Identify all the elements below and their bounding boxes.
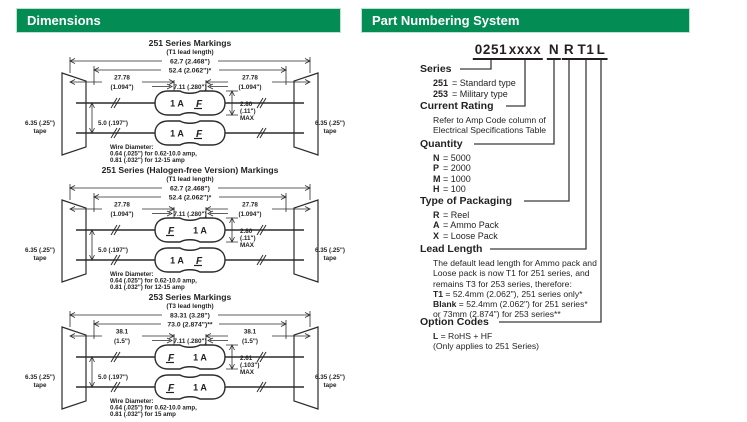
quantity-item — [433, 184, 471, 194]
series-desc: = Military type — [452, 89, 508, 100]
diagram-253-series — [10, 291, 360, 421]
packaging-desc: = Ammo Pack — [443, 220, 499, 231]
svg-text:F: F — [168, 383, 175, 394]
lead-left-mm: 27.78 — [114, 74, 130, 82]
quantity-code: H — [433, 184, 440, 195]
svg-text:F: F — [196, 99, 203, 110]
packaging-code: A — [433, 220, 440, 231]
overall-length-label: 62.7 (2.468") — [170, 58, 210, 66]
packaging-item — [433, 220, 512, 230]
body-dia-mm: 2.61 — [240, 355, 253, 362]
lead-length-block — [420, 244, 597, 320]
dimension-body-dia — [226, 345, 259, 376]
quantity-item — [433, 174, 471, 184]
amp-marking: 1 A — [193, 225, 207, 236]
amp-marking: 1 A — [193, 382, 207, 393]
marking-width-label: 7.11 (.280") — [173, 338, 207, 345]
tape-dim-left — [25, 247, 55, 262]
littelfuse-logo — [194, 256, 203, 267]
diagram-subtitle: (T1 lead length) — [166, 49, 214, 56]
option-codes-note: (Only applies to 251 Series) — [433, 341, 540, 352]
packaging-code: X — [433, 230, 440, 241]
littelfuse-logo — [166, 383, 175, 394]
amp-marking: 1 A — [170, 98, 184, 109]
pitch-label: 5.0 (.197") — [98, 120, 128, 127]
wire-note-title: Wire Diameter: — [110, 271, 154, 278]
diagram-251-series — [10, 37, 360, 167]
wire-note-line2: 0.81 (.032") for 12-15 amp — [110, 157, 185, 164]
quantity-label: Quantity — [420, 138, 463, 150]
series-item — [433, 78, 516, 89]
wire-note-line2: 0.81 (.032") for 15 amp — [110, 411, 176, 418]
series-block — [420, 64, 516, 101]
svg-text:F: F — [196, 129, 203, 140]
wire-note-title: Wire Diameter: — [110, 144, 154, 151]
dimension-pitch — [90, 230, 128, 260]
quantity-code: M — [433, 173, 441, 184]
wire-diameter-note — [110, 271, 197, 291]
lead-right-in: (1.094") — [238, 211, 262, 218]
tape-dim-label: 6.35 (.25") — [25, 247, 55, 254]
fuse-body — [155, 375, 225, 399]
option-codes-label: Option Codes — [420, 316, 489, 328]
quantity-code: N — [433, 153, 440, 163]
fuse-body — [155, 91, 225, 115]
tape-word-label: tape — [33, 382, 47, 389]
lead-length-blank-code: Blank — [433, 299, 457, 310]
option-codes-block — [420, 317, 539, 352]
marking-width-label: 7.11 (.280") — [173, 84, 207, 91]
dimension-body-dia — [226, 218, 256, 249]
part-segment-option-code: L — [595, 42, 608, 60]
quantity-desc: = 1000 — [443, 173, 471, 184]
lead-length-label: Lead Length — [420, 243, 483, 255]
overall-length-label: 62.7 (2.468") — [170, 185, 210, 193]
tape-word-label: tape — [323, 382, 337, 389]
tape-word-label: tape — [33, 255, 47, 262]
current-rating-note: Refer to Amp Code column of — [433, 115, 546, 125]
part-numbering-header — [362, 9, 689, 32]
lead-left-in: (1.094") — [110, 84, 134, 91]
current-rating-label: Current Rating — [420, 100, 494, 112]
amp-marking: 1 A — [170, 128, 184, 139]
littelfuse-logo — [166, 353, 175, 364]
lead-right-in: (1.094") — [238, 84, 262, 91]
lead-length-note: remains T3 for 253 series, therefore: — [433, 278, 572, 289]
tape-left — [62, 73, 86, 155]
tape-word-label: tape — [33, 128, 47, 135]
lead-left-mm: 38.1 — [115, 328, 129, 336]
current-rating-note: Electrical Specifications Table — [433, 125, 547, 136]
svg-text:F: F — [196, 256, 203, 267]
packaging-item — [433, 231, 512, 241]
lead-length-note: Loose pack is now T1 for 251 series, and — [433, 268, 590, 279]
diagram-title: 251 Series (Halogen-free Version) Markings — [101, 165, 279, 175]
series-desc: = Standard type — [452, 78, 516, 88]
packaging-code: R — [433, 210, 440, 220]
wire-note-line1: 0.64 (.025") for 0.62-10.0 amp, — [110, 150, 197, 158]
wire-note-title: Wire Diameter: — [110, 398, 154, 405]
fuse-body — [155, 248, 225, 272]
wire-note-line2: 0.81 (.032") for 12-15 amp — [110, 284, 185, 291]
dimensions-header — [17, 9, 340, 32]
part-segment-quantity: N — [547, 42, 561, 60]
fuse-top — [76, 91, 304, 115]
fuse-body — [155, 345, 225, 369]
dimension-body-dia — [226, 91, 256, 122]
dimensions-section — [0, 0, 362, 422]
fuse-body — [155, 218, 225, 242]
quantity-desc: = 5000 — [443, 153, 471, 163]
series-label: Series — [420, 63, 452, 75]
tape-dim-left — [25, 120, 55, 135]
pitch-label: 5.0 (.197") — [98, 374, 128, 381]
tape-right — [294, 200, 318, 282]
tape-dim-label: 6.35 (.25") — [25, 120, 55, 127]
diagram-title: 253 Series Markings — [148, 292, 232, 302]
body-dia-mm: 2.80 — [240, 101, 253, 108]
dimensions-header-title: Dimensions — [27, 13, 101, 28]
lead-left-in: (1.5") — [114, 338, 130, 345]
fuse-top — [76, 218, 304, 242]
quantity-item — [433, 153, 471, 163]
lead-span-label: 52.4 (2.062")* — [168, 194, 212, 202]
dimension-pitch — [90, 357, 128, 387]
tape-dim-label: 6.35 (.25") — [315, 247, 345, 254]
series-item — [433, 89, 516, 100]
body-dia-in: (.11") — [240, 235, 256, 242]
body-dia-mm: 2.80 — [240, 228, 253, 235]
diagram-subtitle: (T1 lead length) — [166, 176, 214, 183]
part-segment-lead-length: T1 — [576, 42, 597, 60]
lead-length-blank-desc: = 52.4mm (2.062") for 251 series* — [458, 299, 588, 310]
quantity-block — [420, 139, 471, 195]
tape-dim-right — [315, 247, 345, 262]
tape-dim-left — [25, 374, 55, 389]
part-numbering-section — [362, 0, 747, 422]
lead-length-t1 — [433, 289, 597, 299]
lead-length-t1-code: T1 — [433, 288, 444, 299]
lead-right-mm: 27.78 — [242, 201, 258, 209]
part-segment-amp-code: xxxx — [507, 42, 543, 60]
body-dia-max: MAX — [240, 115, 254, 122]
fuse-body — [155, 121, 225, 145]
wire-diameter-note — [110, 144, 197, 164]
marking-width-label: 7.11 (.280") — [173, 211, 207, 218]
packaging-item — [433, 210, 512, 220]
packaging-desc: = Loose Pack — [443, 230, 498, 241]
option-code-desc: = RoHS + HF — [440, 331, 493, 341]
diagram-subtitle: (T3 lead length) — [166, 303, 214, 310]
packaging-block — [420, 196, 512, 241]
tape-dim-label: 6.35 (.25") — [25, 374, 55, 381]
quantity-desc: = 2000 — [443, 163, 471, 174]
current-rating-block — [420, 101, 546, 136]
body-dia-max: MAX — [240, 369, 254, 376]
lead-length-blank — [433, 299, 597, 309]
diagram-title: 251 Series Markings — [148, 38, 232, 48]
body-dia-in: (.11") — [240, 108, 256, 115]
body-dia-max: MAX — [240, 242, 254, 249]
tape-right — [294, 327, 318, 409]
dimension-pitch — [90, 103, 128, 133]
body-dia-in: (.103") — [240, 362, 260, 369]
lead-left-mm: 27.78 — [114, 201, 130, 209]
littelfuse-logo — [194, 99, 203, 110]
packaging-label: Type of Packaging — [420, 195, 512, 207]
svg-text:F: F — [168, 353, 175, 364]
part-segment-series: 0251 — [473, 42, 509, 60]
lead-right-mm: 27.78 — [242, 74, 258, 82]
amp-marking: 1 A — [170, 255, 184, 266]
wire-note-line1: 0.64 (.025") for 0.62-10.0 amp, — [110, 404, 197, 412]
quantity-code: P — [433, 163, 440, 174]
overall-length-label: 83.31 (3.28") — [170, 312, 210, 320]
part-segment-packaging: R — [562, 42, 576, 60]
part-numbering-header-title: Part Numbering System — [372, 13, 520, 28]
tape-dim-right — [315, 374, 345, 389]
littelfuse-logo — [194, 129, 203, 140]
tape-left — [62, 200, 86, 282]
tape-right — [294, 73, 318, 155]
tape-dim-right — [315, 120, 345, 135]
tape-dim-label: 6.35 (.25") — [315, 374, 345, 381]
series-code: 251 — [433, 78, 449, 88]
option-codes-item — [433, 331, 539, 341]
amp-marking: 1 A — [193, 352, 207, 363]
lead-length-note: The default lead length for Ammo pack and — [433, 258, 597, 268]
lead-left-in: (1.094") — [110, 211, 134, 218]
tape-word-label: tape — [323, 255, 337, 262]
lead-length-t1-desc: = 52.4mm (2.062"), 251 series only* — [445, 288, 583, 299]
tape-word-label: tape — [323, 128, 337, 135]
series-code: 253 — [433, 89, 449, 100]
littelfuse-logo — [166, 226, 175, 237]
pitch-label: 5.0 (.197") — [98, 247, 128, 254]
lead-length-note: or 73mm (2.874") for 253 series** — [433, 309, 561, 320]
quantity-item — [433, 163, 471, 173]
wire-note-line1: 0.64 (.025") for 0.62-10.0 amp, — [110, 277, 197, 285]
lead-span-label: 52.4 (2.062")* — [168, 67, 212, 75]
quantity-desc: = 100 — [443, 184, 466, 195]
option-code: L — [433, 331, 439, 341]
packaging-desc: = Reel — [443, 210, 470, 220]
fuse-top — [76, 345, 304, 369]
wire-diameter-note — [110, 398, 197, 418]
lead-right-in: (1.5") — [242, 338, 258, 345]
lead-span-label: 73.0 (2.874")** — [167, 321, 213, 329]
diagram-251-halogen-free — [10, 164, 360, 294]
tape-dim-label: 6.35 (.25") — [315, 120, 345, 127]
svg-text:F: F — [168, 226, 175, 237]
tape-left — [62, 327, 86, 409]
lead-right-mm: 38.1 — [243, 328, 257, 336]
